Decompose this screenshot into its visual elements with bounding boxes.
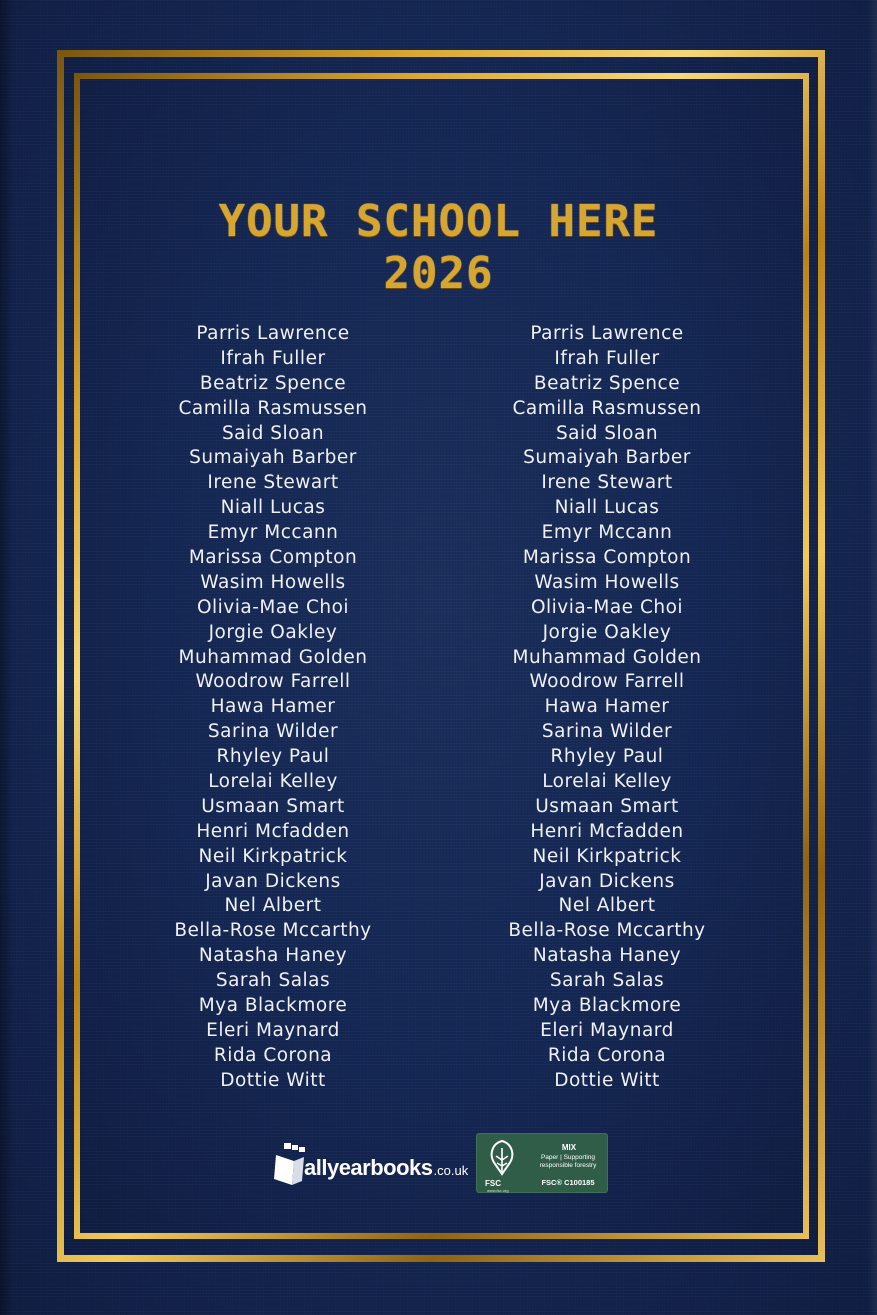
name-entry: Rida Corona [213,1044,333,1066]
name-entry: Natasha Haney [532,945,682,967]
name-entry: Said Sloan [221,422,325,444]
name-entry: Rhyley Paul [216,746,330,768]
name-entry: Olivia-Mae Choi [196,596,350,618]
name-entry: Irene Stewart [541,472,673,494]
name-entry: Mya Blackmore [198,995,348,1017]
name-entry: Rhyley Paul [550,746,664,768]
name-entry: Beatriz Spence [533,372,681,394]
name-entry: Dottie Witt [220,1069,326,1091]
names-column-right [427,321,787,1093]
fsc-desc-line1: Paper | Supporting [540,1154,596,1161]
name-entry: Emyr Mccann [207,522,339,544]
name-entry: Sumaiyah Barber [523,447,691,469]
name-entry: Sarah Salas [215,970,331,992]
name-entry: Sarina Wilder [207,721,339,743]
fsc-tree-icon [483,1138,521,1178]
name-entry: Nel Albert [224,895,322,917]
name-entry: Woodrow Farrell [529,671,685,693]
name-entry: Niall Lucas [220,497,326,519]
name-entry: Camilla Rasmussen [178,397,368,419]
name-entry: Niall Lucas [554,497,660,519]
fsc-mark: FSC [485,1179,501,1188]
name-entry: Sumaiyah Barber [189,447,357,469]
brand-wordmark: allyearbooks [304,1155,433,1180]
school-title: YOUR SCHOOL HERE [218,196,659,247]
name-entry: Sarah Salas [549,970,665,992]
name-entry: Muhammad Golden [512,646,702,668]
name-entry: Natasha Haney [198,945,348,967]
name-entry: Lorelai Kelley [208,771,338,793]
name-entry: Muhammad Golden [178,646,368,668]
year-title: 2026 [383,248,494,299]
name-entry: Usmaan Smart [535,795,679,817]
name-entry: Sarina Wilder [541,721,673,743]
name-entry: Ifrah Fuller [220,347,326,369]
name-entry: Jorgie Oakley [208,621,338,643]
name-entry: Usmaan Smart [201,795,345,817]
name-entry: Irene Stewart [207,472,339,494]
fsc-badge [476,1133,608,1193]
name-entry: Bella-Rose Mccarthy [508,920,706,942]
name-entry: Nel Albert [558,895,656,917]
name-entry: Hawa Hamer [210,696,336,718]
name-entry: Hawa Hamer [544,696,670,718]
name-entry: Mya Blackmore [532,995,682,1017]
brand-tld: .co.uk [433,1163,469,1178]
name-entry: Beatriz Spence [199,372,347,394]
name-entry: Marissa Compton [522,547,692,569]
name-entry: Olivia-Mae Choi [530,596,684,618]
name-entry: Ifrah Fuller [554,347,660,369]
name-entry: Henri Mcfadden [530,820,684,842]
allyearbooks-logo [272,1135,469,1187]
name-entry: Wasim Howells [534,571,680,593]
name-entry: Emyr Mccann [541,522,673,544]
name-entry: Bella-Rose Mccarthy [174,920,372,942]
name-entry: Woodrow Farrell [195,671,351,693]
fsc-description [529,1154,607,1170]
name-entry: Rida Corona [547,1044,667,1066]
name-entry: Henri Mcfadden [196,820,350,842]
name-entry: Wasim Howells [200,571,346,593]
name-entry: Eleri Maynard [206,1019,340,1041]
name-entry: Said Sloan [555,422,659,444]
name-entry: Neil Kirkpatrick [198,845,348,867]
names-column-left [93,321,453,1093]
name-entry: Parris Lawrence [196,323,350,344]
fsc-license-code: FSC® C100185 [541,1178,595,1187]
fsc-url: www.fsc.org [487,1188,509,1193]
name-entry: Neil Kirkpatrick [532,845,682,867]
fsc-desc-line2: responsible forestry [539,1162,597,1169]
name-entry: Marissa Compton [188,547,358,569]
name-entry: Jorgie Oakley [542,621,672,643]
name-entry: Javan Dickens [205,870,341,892]
fsc-mix-label: MIX [561,1143,577,1152]
name-entry: Parris Lawrence [530,323,684,344]
name-entry: Javan Dickens [539,870,675,892]
name-entry: Lorelai Kelley [542,771,672,793]
name-entry: Eleri Maynard [540,1019,674,1041]
book-icon [272,1141,306,1187]
name-entry: Camilla Rasmussen [512,397,702,419]
name-entry: Dottie Witt [554,1069,660,1091]
